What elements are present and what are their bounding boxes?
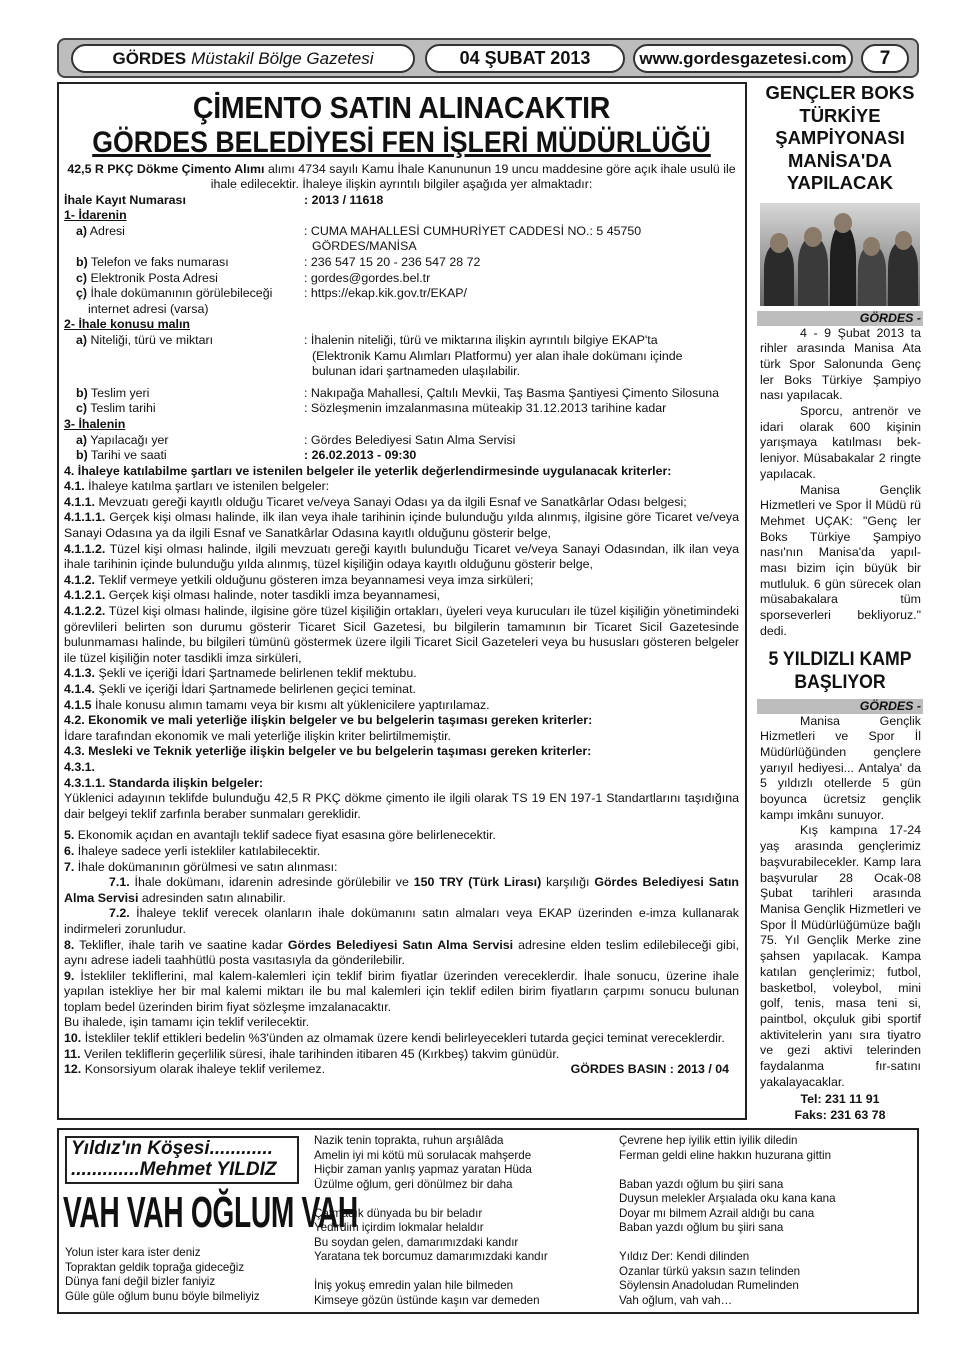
criteria-heading: 4. İhaleye katılabilme şartları ve istenilen belgeler ile yeterlik değerlendirmesinde uygulanacak kriterler: bbox=[64, 463, 672, 478]
masthead-bar bbox=[57, 38, 919, 78]
sidebar-news bbox=[757, 82, 923, 1123]
section-1-title: 1- İdarenin bbox=[64, 208, 127, 223]
poem-title: VAH VAH OĞLUM VAH bbox=[63, 1188, 358, 1237]
notice-footer: 12. Konsorsiyum olarak ihaleye teklif verilemez. GÖRDES BASIN : 2013 / 04 bbox=[64, 1062, 729, 1077]
photo-credit: GÖRDES - bbox=[757, 311, 923, 326]
paper-tagline: Müstakil Bölge Gazetesi bbox=[191, 48, 374, 68]
contact-tel: Tel: 231 11 91 bbox=[800, 1092, 880, 1107]
poem-stanza-1: Yolun ister kara ister deniz Topraktan geldik toprağa gideceğiz Dünya fani değil bizler faniyiz Güle güle oğlum bunu böyle bilmeliyiz bbox=[65, 1246, 260, 1303]
poem-stanzas-right: Çevrene hep iyilik ettin iyilik diledin Ferman geldi eline hakkın huzurana gittin Baban yazdı oğlum bu şiiri sana Duysun melekler Arşıalada oku kana kana Doyar mı bilmem Azrail aldığı bu cana Baban yazdı oğlum bu şiiri sana Yıldız Der: Kendi dilinden Ozanlar türkü yaksın sazın telinden Söylensin Anadoludan Rumelinden Vah oğlum, vah vah… bbox=[619, 1134, 836, 1307]
boxing-headline: GENÇLER BOKS TÜRKİYE ŞAMPİYONASI MANİSA'DA YAPILACAK bbox=[765, 82, 915, 193]
poem-stanzas-middle: Nazik tenin toprakta, ruhun arşıâlâda Amelin iyi mi kötü mü sorulacak mahşerde Hiçbir zaman yanlış yapmaz yaratan Hüda Üzülme oğlum, geri dönülmez bir daha Çatmadık dünyada bu bir beladır Yedirdim içirdim lokmalar helaldır Bu soydan gelen, damarımızdaki kandır Yaratana tek borcumuz damarımızdaki kandır İniş yokuş emredin yalan hile bilmeden Kimseye gözün üstünde kaşın var demeden bbox=[314, 1134, 548, 1307]
poem-column bbox=[57, 1128, 919, 1314]
email-row: c) Elektronik Posta Adresi : gordes@gordes.bel.tr bbox=[76, 270, 431, 285]
boxing-article: 4 - 9 Şubat 2013 ta rihler arasında Manisa Ata türk Spor Salonunda Genç ler Boks Türkiye Şampiyo nası yapılacak. Sporcu, antrenör ve idari olarak 600 kişinin yarışmaya katılması bek-leniyor. Müsabakalar 2 ringte yapılacak. Manisa Gençlik Hizmetleri ve Spor İl Müdü rü Mehmet UÇAK: "Genç ler Boks Türkiye Şampiyo nası'nın Manisa'da yapıl-ması bizim için büyük bir mutluluk. 6 gün sürecek olan müsabakalara tüm sporseverleri bekliyoruz." dedi. bbox=[760, 325, 921, 638]
boxers-photo bbox=[760, 203, 920, 306]
delivery-date-row: c) Teslim tarihi : Sözleşmenin imzalanmasına müteakip 31.12.2013 tarihine kadar bbox=[76, 401, 667, 416]
delivery-place-row: b) Teslim yeri : Nakıpağa Mahallesi, Çaltılı Mevkii, Taş Basma Şantiyesi Çimento Silosuna bbox=[76, 385, 720, 400]
notice-title: ÇİMENTO SATIN ALINACAKTIR bbox=[192, 90, 611, 125]
camp-headline: 5 YILDIZLI KAMP BAŞLIYOR bbox=[768, 648, 912, 693]
issue-date: 04 ŞUBAT 2013 bbox=[425, 44, 625, 73]
tender-notice: ÇİMENTO SATIN ALINACAKTIR GÖRDES BELEDİYESİ FEN İŞLERİ MÜDÜRLÜĞÜ 42,5 R PKÇ Dökme Çimento Alımı alımı 4734 sayılı Kamu İhale Kanununun 19 uncu maddesine göre açık ihale usulü ile ihale edilecektir. İhaleye ilişkin ayrıntılı bilgiler aşağıda yer almaktadır: İhale Kayıt Numarası : 2013 / 11618 1- İdarenin a) Adresi : CUMA MAHALLESİ CUMHURİYET CADDESİ NO.: 5 45750 GÖRDES/MANİSA b) Telefon ve faks numarası : 236 547 15 20 - 236 547 28 72 c) Elektronik Posta Adresi : gordes@gordes.bel.tr ç) İhale dokümanının görülebileceği : https://ekap.kik.gov.tr/EKAP/ internet adresi (varsa) 2- İhale konusu malın a) Niteliği, türü ve miktarı : İhalenin niteliği, türü ve miktarına ilişkin ayrıntılı bilgiye EKAP'ta (Elektronik Kamu Alımları Platformu) yer alan ihale dokümanı içinde bulunan idari şartnameden ulaşılabilir. b) Teslim yeri : Nakıpağa Mahallesi, Çaltılı Mevkii, Taş Basma Şantiyesi Çimento Silosuna c) Teslim tarihi : Sözleşmenin imzalanmasına müteakip 31.12.2013 tarihine kadar 3- İhalenin a) Yapılacağı yer : Gördes Belediyesi Satın Alma Servisi b) Tarihi ve saati : 26.02.2013 - 09:30 4. İhaleye katılabilme şartları ve istenilen belgeler ile yeterlik değerlendirmesinde uygulanacak kriterler: 4.1. İhaleye katılma şartları ve istenilen belgeler: 4.1.1. Mevzuatı gereği kayıtlı olduğu Ticaret ve/veya Sanayi Odası ya da ilgili Esnaf ve Sanatkârlar Odası belgesi; 4.1.1.1. Gerçek kişi olması halinde, ilk ilan veya ihale tarihinin içinde bulunduğu yılda alınmış, ilgisine göre Ticaret ve/veya Sanayi Odasına ya da ilgili Esnaf ve Sanatkârlar Odasına kayıtlı olduğunu gösterir belge, 4.1.1.2. Tüzel kişi olması halinde, ilgili mevzuatı gereği kayıtlı bulunduğu Ticaret ve/veya Sanayi Odasından, ilk ilan veya ihale tarihinin içinde bulunduğu yılda alınmış, tüzel kişiliğin odaya kayıtlı olduğunu gösterir belge, 4.1.2. Teklif vermeye yetkili olduğunu gösteren imza beyannamesi veya imza sirküleri; 4.1.2.1. Gerçek kişi olması halinde, noter tasdikli imza beyannamesi, 4.1.2.2. Tüzel kişi olması halinde, ilgisine göre tüzel kişiliğin ortakları, üyeleri veya kurucuları ile tüzel kişiliğin yönetimindeki görevlileri belirten son durumu gösterir Ticaret Sicil Gazetesi, bu bilgilerin tamamının bir Ticaret Sicil Gazetesinde bulunmaması halinde, bu bilgileri tümünü göstermek üzere ilgili Ticaret Sicil Gazeteleri veya bu hususları gösteren belgeler ile tüzel kişiliğin noter tasdikli imza sirküleri, 4.1.3. Şekli ve içeriği İdari Şartnamede belirlenen teklif mektubu. 4.1.4. Şekli ve içeriği İdari Şartnamede belirlenen geçici teminat. 4.1.5 İhale konusu alımın tamamı veya bir kısmı alt yüklenicilere yaptırılamaz. 4.2. Ekonomik ve mali yeterliğe ilişkin belgeler ve bu belgelerin taşıması gereken kriterler: İdare tarafından ekonomik ve mali yeterliğe ilişkin kriter belirtilmemiştir. 4.3. Mesleki ve Teknik yeterliğe ilişkin belgeler ve bu belgelerin taşıması gereken kriterler: 4.3.1. 4.3.1.1. Standarda ilişkin belgeler: Yüklenici adayının teklifde bulunduğu 42,5 R PKÇ dökme çimento ile ilgili olarak TS 19 EN 197-1 Standartlarını taşıdığına dair belgeyi teklif zarfınla beraber sunmaları gereklidir. 5. Ekonomik açıdan en avantajlı teklif sadece fiyat esasına göre belirlenecektir. 6. İhaleye sadece yerli istekliler katılabilecektir. 7. İhale dokümanının görülmesi ve satın alınması: 7.1. İhale dokümanı, idarenin adresinde görülebilir ve 150 TRY (Türk Lirası) karşılığı Gördes Belediyesi Satın Alma Servisi adresinden satın alınabilir. 7.2. İhaleye teklif verecek olanların ihale dokümanını satın almaları veya EKAP üzerinden e-imza kullanarak indirmeleri zorunludur. 8. Teklifler, ihale tarih ve saatine kadar Gördes Belediyesi Satın Alma Servisi adresine elden teslim edilebileceği gibi, aynı adrese iadeli taahhütlü posta vasıtasıyla da gönderilebilir. 9. İstekliler tekliflerini, mal kalem-kalemleri için teklif birim fiyatlar üzerinden vereceklerdir. İhale sonucu, üzerine ihale yapılan istekliye her bir mal kalemi miktarı ile bu mal kalemleri için teklif edilen birim fiyatların çarpımı sonucu bulunan toplam bedel üzerinden birim fiyat sözleşme imzalanacaktır. Bu ihalede, işin tamamı için teklif verilecektir. 10. İstekliler teklif ettikleri bedelin %3'ünden az olmamak üzere kendi belirleyecekleri tutarda geçici teminat vereceklerdir. 11. Verilen tekliflerin geçerlilik süresi, ihale tarihinden itibaren 45 (Kırkbeş) takvim günüdür. 12. Konsorsiyum olarak ihaleye teklif verilemez. GÖRDES BASIN : 2013 / 04 bbox=[57, 82, 747, 1120]
web-row: ç) İhale dokümanının görülebileceği : https://ekap.kik.gov.tr/EKAP/ bbox=[76, 286, 467, 301]
press-code: GÖRDES BASIN : 2013 / 04 bbox=[570, 1062, 729, 1077]
camp-article: Manisa Gençlik Hizmetleri ve Spor İl Müdürlüğünden gençlere yarıyıl hediyesi... Antalya' da 5 yıldızlı otellerde 5 gün boyunca ücretsiz gençlik kampı imkânı sunuyor. Kış kampına 17-24 yaş arasında gençlerimiz başvurabilecekler. Kamp lara başvurular 28 Ocak-08 Şubat tarihleri arasında Manisa Gençlik Hizmetleri ve Spor İl Müdürlüğümüze bağlı 75. Yıl Gençlik Merke zine şahsen yapılacak. Kampa katılan gençlerimiz; futbol, basketbol, voleybol, mini golf, tenis, masa teni si, paintbol, okçuluk gibi sportif aktivitelerin yanı sıra tiyatro ve gezi aktivi telerinden faydalanma fır-satını yakalayacaklar. bbox=[760, 713, 921, 1089]
contact-fax: Faks: 231 63 78 bbox=[794, 1107, 886, 1122]
page-number: 7 bbox=[861, 44, 909, 73]
website-link[interactable]: www.gordesgazetesi.com bbox=[633, 44, 853, 73]
section-3-title: 3- İhalenin bbox=[64, 416, 126, 431]
notice-subtitle: GÖRDES BELEDİYESİ FEN İŞLERİ MÜDÜRLÜĞÜ bbox=[92, 126, 711, 159]
camp-credit: GÖRDES - bbox=[757, 699, 923, 714]
section-2-title: 2- İhale konusu malın bbox=[64, 317, 190, 332]
paper-name: GÖRDES bbox=[112, 48, 187, 68]
phone-row: b) Telefon ve faks numarası : 236 547 15 20 - 236 547 28 72 bbox=[76, 254, 481, 269]
venue-row: a) Yapılacağı yer : Gördes Belediyesi Satın Alma Servisi bbox=[76, 432, 516, 447]
paper-name-pill bbox=[71, 44, 415, 73]
address-row: a) Adresi : CUMA MAHALLESİ CUMHURİYET CADDESİ NO.: 5 45750 bbox=[76, 223, 642, 238]
goods-row: a) Niteliği, türü ve miktarı : İhalenin niteliği, türü ve miktarına ilişkin ayrıntılı bilgiye EKAP'ta bbox=[76, 332, 658, 347]
column-name-box: Yıldız'ın Köşesi............ .............Mehmet YILDIZ bbox=[65, 1136, 299, 1184]
registry-row: İhale Kayıt Numarası : 2013 / 11618 bbox=[64, 192, 384, 207]
datetime-row: b) Tarihi ve saati : 26.02.2013 - 09:30 bbox=[76, 448, 417, 463]
notice-intro: 42,5 R PKÇ Dökme Çimento Alımı alımı 4734 sayılı Kamu İhale Kanununun 19 uncu maddesine göre açık ihale usulü ile ihale edilecektir. İhaleye ilişkin ayrıntılı bilgiler aşağıda yer almaktadır: bbox=[67, 162, 736, 192]
